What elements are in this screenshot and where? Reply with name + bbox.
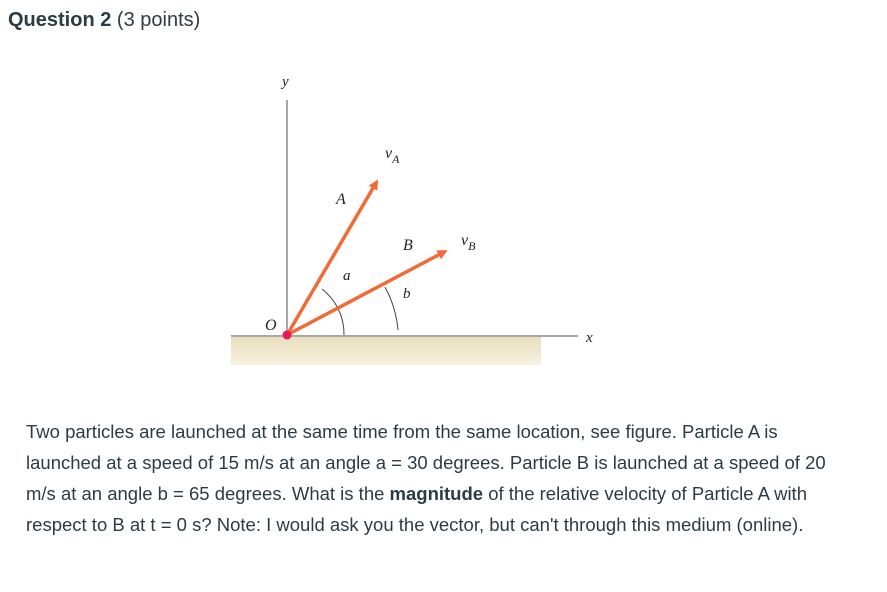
question-text-part2: of the relative velocity of Particle A with respect to B at t = 0 s? Note: I would ask you the vector, but can't through this medium (online).	[26, 483, 807, 535]
angle-b-label: b	[403, 286, 411, 302]
velocity-a-label	[385, 145, 400, 166]
question-text-part1: Two particles are launched at the same time from the same location, see figure. Particle A is launched at a speed of 15 m/s at an angle a = 30 degrees. Particle B is launched at a speed of 20 m/s at an angle b = 65 degrees. What is the	[26, 421, 826, 504]
question-points: (3 points)	[116, 9, 201, 31]
ground	[231, 337, 541, 365]
question-text	[26, 416, 856, 540]
velocity-b-label	[461, 232, 476, 253]
velocity-b-symbol: v	[461, 232, 469, 249]
velocity-b-subscript: B	[468, 239, 476, 253]
question-paragraph	[26, 416, 856, 540]
velocity-a-subscript: A	[392, 152, 400, 166]
axis-y-label: y	[282, 74, 289, 90]
particle-a-label: A	[336, 191, 346, 208]
question-title: Question 2	[8, 9, 112, 31]
particle-b-label: B	[403, 237, 413, 254]
question-text-bold: magnitude	[389, 483, 484, 504]
origin-label: O	[265, 317, 277, 334]
angle-a-label: a	[343, 268, 351, 284]
axis-x-label: x	[586, 330, 593, 346]
angle-b-arc	[385, 287, 398, 330]
origin-dot	[283, 331, 292, 340]
velocity-a-symbol: v	[385, 145, 393, 162]
